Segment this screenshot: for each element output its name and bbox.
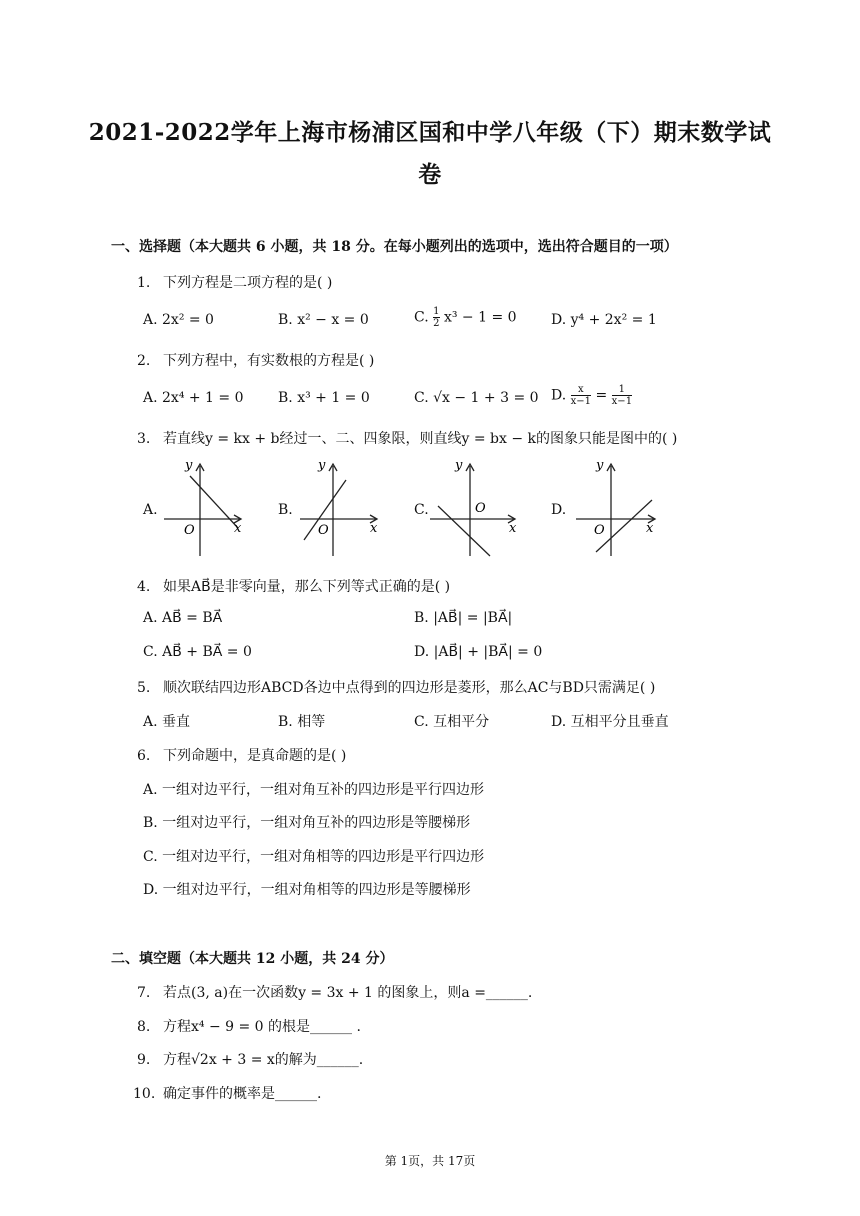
question-text: 若点(3, a)在一次函数y = 3x + 1 的图象上，则a =______. [163, 985, 533, 1001]
y-axis-label: y [318, 458, 326, 473]
option-b: B. [278, 502, 293, 518]
question-text: 下列命题中，是真命题的是( ) [163, 748, 347, 764]
question-number: 2. [137, 353, 151, 369]
question-2 [137, 350, 374, 370]
question-number: 7. [137, 985, 151, 1001]
option-b: B. 相等 [278, 714, 326, 730]
section-heading-choice: 一、选择题（本大题共 6 小题，共 18 分。在每小题列出的选项中，选出符合题目的一项） [111, 239, 678, 255]
option-a: A. AB⃗ = BA⃗ [143, 610, 223, 626]
question-text: 顺次联结四边形ABCD各边中点得到的四边形是菱形，那么AC与BD只需满足( ) [163, 680, 656, 696]
question-number: 10. [133, 1086, 156, 1102]
graph-a [162, 456, 252, 560]
y-axis-label: y [596, 458, 604, 473]
option-d: D. [551, 502, 567, 518]
question-text: 方程x⁴ − 9 = 0 的根是______ . [163, 1019, 361, 1035]
fraction: $\frac{1}{x-1}$ [611, 384, 633, 407]
question-text: 若直线y = kx + b经过一、二、四象限，则直线y = bx − k的图象只能是图中的( ) [163, 431, 678, 447]
option-d: D. 互相平分且垂直 [551, 714, 669, 730]
option-d: D. |AB⃗| + |BA⃗| = 0 [414, 644, 543, 660]
option-a: A. 2x² = 0 [143, 312, 214, 328]
graph-c [428, 456, 523, 560]
x-axis-label: x [646, 521, 654, 536]
question-10 [133, 1083, 321, 1103]
option-d: D. $\frac{x}{x-1}$ = $\frac{1}{x-1}$ [551, 384, 633, 407]
question-text: 下列方程中，有实数根的方程是( ) [163, 353, 375, 369]
page-title: 2021-2022学年上海市杨浦区国和中学八年级（下）期末数学试 [88, 119, 772, 146]
option-c: C. √x − 1 + 3 = 0 [414, 390, 539, 406]
origin-label: O [475, 501, 486, 516]
option-b: B. x² − x = 0 [278, 312, 369, 328]
option-b: B. |AB⃗| = |BA⃗| [414, 610, 513, 626]
question-number: 3. [137, 431, 151, 447]
y-axis-label: y [185, 458, 193, 473]
fraction: $\frac{1}{2}$ [433, 306, 440, 329]
question-5 [137, 677, 655, 697]
origin-label: O [318, 523, 329, 538]
question-7 [137, 982, 532, 1002]
option-a: A. 垂直 [143, 714, 191, 730]
graph-b [298, 456, 388, 560]
question-number: 8. [137, 1019, 151, 1035]
origin-label: O [594, 523, 605, 538]
origin-label: O [184, 523, 195, 538]
question-number: 4. [137, 579, 151, 595]
question-text: 确定事件的概率是______. [163, 1086, 322, 1102]
option-c: C. [414, 502, 429, 518]
option-c: C. 互相平分 [414, 714, 490, 730]
option-a: A. 一组对边平行，一组对角互补的四边形是平行四边形 [143, 782, 485, 798]
question-3 [137, 428, 677, 448]
page-title-continued: 卷 [418, 161, 442, 188]
question-text: 下列方程是二项方程的是( ) [163, 275, 333, 291]
question-9 [137, 1049, 363, 1069]
page-footer: 第 1页，共 17页 [384, 1154, 476, 1168]
fraction: $\frac{x}{x-1}$ [570, 384, 592, 407]
question-4 [137, 576, 450, 596]
question-text: 如果AB⃗是非零向量，那么下列等式正确的是( ) [163, 579, 451, 595]
option-c: C. 一组对边平行，一组对角相等的四边形是平行四边形 [143, 849, 485, 865]
option-a: A. 2x⁴ + 1 = 0 [143, 390, 244, 406]
x-axis-label: x [370, 521, 378, 536]
y-axis-label: y [455, 458, 463, 473]
option-b: B. x³ + 1 = 0 [278, 390, 370, 406]
option-c: C. AB⃗ + BA⃗ = 0 [143, 644, 252, 660]
question-8 [137, 1016, 361, 1036]
question-number: 1. [137, 275, 151, 291]
option-b: B. 一组对边平行，一组对角互补的四边形是等腰梯形 [143, 815, 471, 831]
question-number: 5. [137, 680, 151, 696]
question-6 [137, 745, 346, 765]
option-a: A. [143, 502, 158, 518]
question-text: 方程√2x + 3 = x的解为______. [163, 1052, 364, 1068]
question-number: 6. [137, 748, 151, 764]
question-1 [137, 272, 332, 292]
x-axis-label: x [234, 521, 242, 536]
option-d: D. y⁴ + 2x² = 1 [551, 312, 657, 328]
graph-d [574, 456, 664, 560]
question-number: 9. [137, 1052, 151, 1068]
x-axis-label: x [509, 521, 517, 536]
function-line [190, 476, 238, 528]
option-c: C. $\frac{1}{2}$ x³ − 1 = 0 [414, 306, 517, 329]
section-heading-fill: 二、填空题（本大题共 12 小题，共 24 分） [111, 951, 394, 967]
option-d: D. 一组对边平行，一组对角相等的四边形是等腰梯形 [143, 882, 471, 898]
